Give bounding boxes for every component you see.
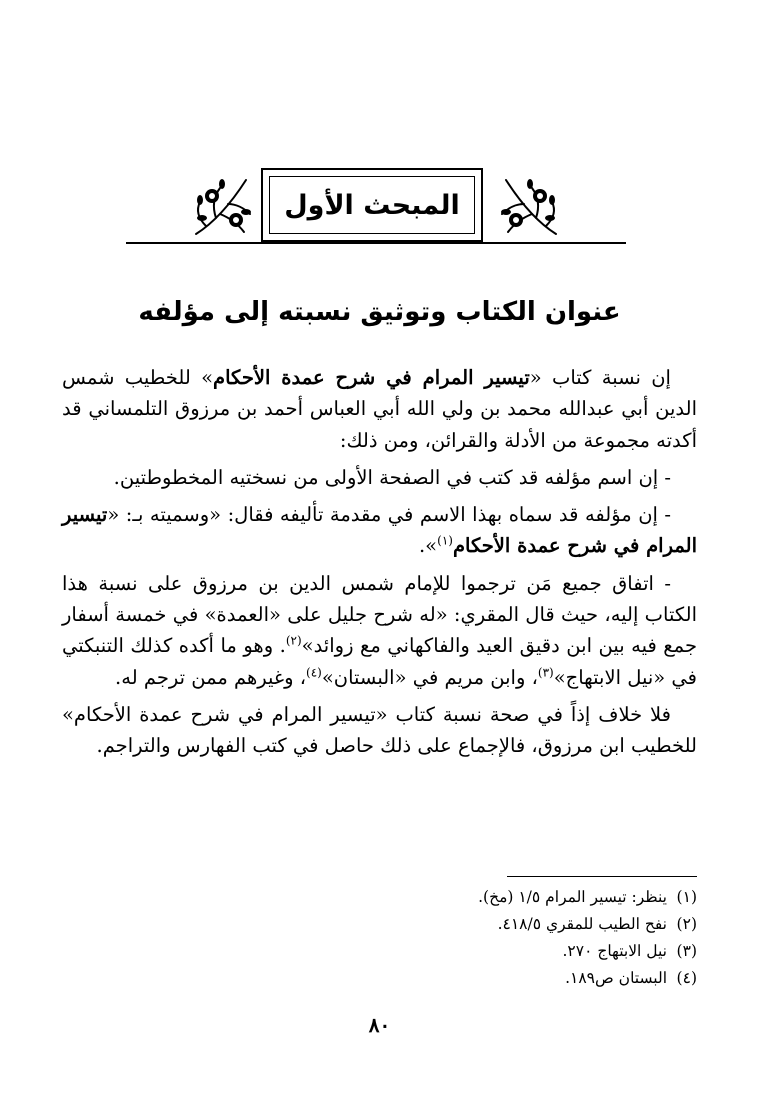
book-title: تيسير المرام في شرح عمدة الأحكام	[213, 366, 530, 389]
section-header	[126, 168, 626, 252]
footnotes	[300, 884, 697, 992]
footnote-ref-1[interactable]: (١)	[437, 533, 453, 548]
header-rule	[126, 242, 626, 244]
footnote-item: (١)ينظر: تيسير المرام ١/٥ (مخ).	[478, 888, 697, 906]
paragraph-5: فلا خلاف إذاً في صحة نسبة كتاب «تيسير المرام في شرح عمدة الأحكام» للخطيب ابن مرزوق، فالإجماع على ذلك حاصل في كتب الفهارس والتراجم.	[62, 702, 697, 758]
footnote-ref-4[interactable]: (٤)	[306, 665, 322, 680]
book-title: تيسير المرام في شرح عمدة الأحكام	[62, 503, 697, 558]
paragraph-3: - إن مؤلفه قد سماه بهذا الاسم في مقدمة تأليفه فقال: «وسميته بـ: «تيسير المرام في شرح عمدة الأحكام$^{(١)}$».	[62, 503, 697, 558]
section-title-box	[261, 168, 483, 242]
chapter-title: عنوان الكتاب وتوثيق نسبته إلى مؤلفه	[138, 297, 621, 328]
floral-ornament-left-icon	[188, 174, 254, 236]
footnote-ref-2[interactable]: (٢)	[285, 633, 302, 648]
section-title: المبحث الأول	[284, 189, 460, 221]
footnote-item: (٣)نيل الابتهاج ٢٧٠.	[562, 942, 697, 960]
body-text	[62, 362, 697, 768]
footnote-ref-3[interactable]: (٣)	[537, 665, 554, 680]
page-number: ٨٠	[368, 1013, 391, 1037]
footnote-item: (٢)نفح الطيب للمقري ٤١٨/٥.	[497, 915, 697, 933]
floral-ornament-right-icon	[498, 174, 564, 236]
footnote-rule	[507, 876, 697, 877]
footnote-item: (٤)البستان ص١٨٩.	[565, 969, 697, 987]
paragraph-2: - إن اسم مؤلفه قد كتب في الصفحة الأولى من نسختيه المخطوطتين.	[113, 465, 671, 489]
paragraph-4: - اتفاق جميع مَن ترجموا للإمام شمس الدين بن مرزوق على نسبة هذا الكتاب إليه، حيث قال المقري: «له شرح جليل على «العمدة» في خمسة أسفار جمع فيه بين ابن دقيق العيد والفاكهاني مع زوائد»$^{(٢)}$. وهو ما أكده كذلك التنبكتي في «نيل الابتهاج»$^{(٣)}$، وابن مريم في «البستان»$^{(٤)}$، وغيرهم ممن ترجم له.	[62, 571, 697, 689]
paragraph-1: إن نسبة كتاب «تيسير المرام في شرح عمدة الأحكام» للخطيب شمس الدين أبي عبدالله محمد بن ولي الله أبي العباس أحمد بن مرزوق التلمساني قد أكدته مجموعة من الأدلة والقرائن، ومن ذلك:	[62, 366, 697, 452]
